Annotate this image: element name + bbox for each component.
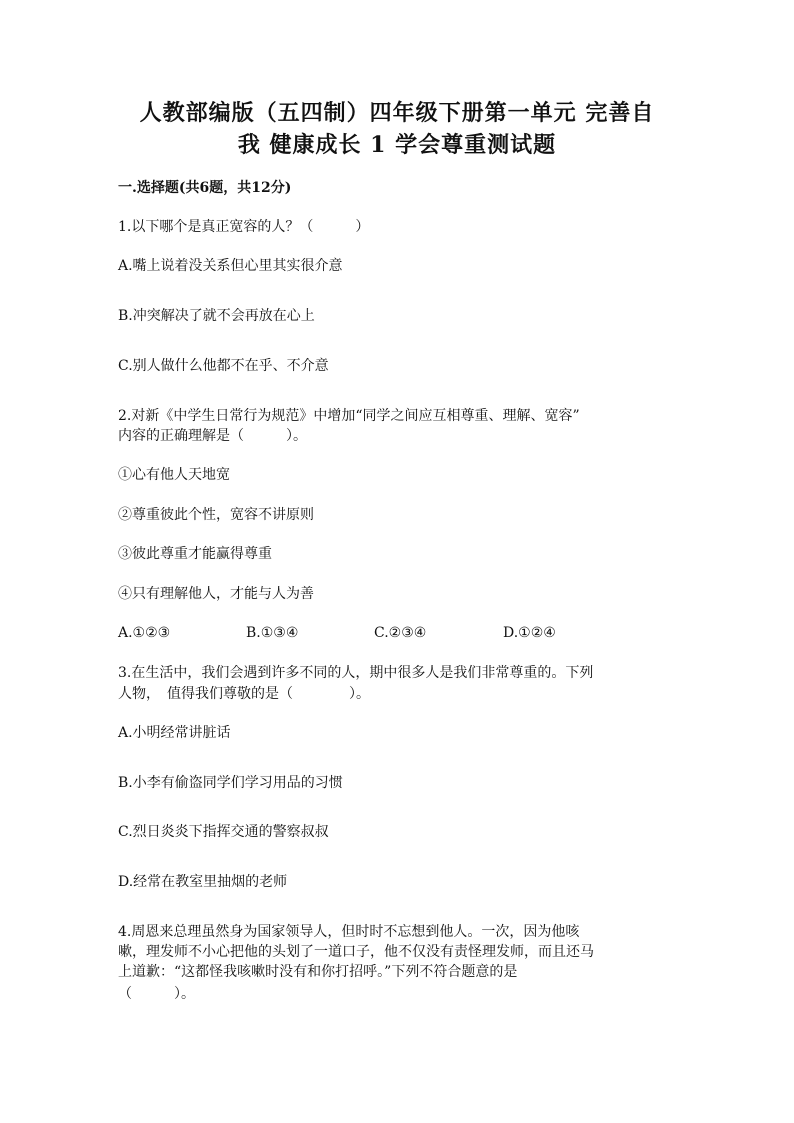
- question-3-stem-line-1: 3.在生活中，我们会遇到许多不同的人，期中很多人是我们非常尊重的。下列: [118, 665, 594, 681]
- question-2-statement-1: ①心有他人天地宽: [118, 467, 230, 483]
- question-2-option-b: B.①③④: [246, 625, 299, 641]
- document-title-line-2: 我 健康成长 1 学会尊重测试题: [237, 132, 557, 158]
- question-3-option-d: D.经常在教室里抽烟的老师: [118, 874, 288, 890]
- question-4-stem-line-3: 上道歉：“这都怪我咳嗽时没有和你打招呼。”下列不符合题意的是: [118, 964, 518, 980]
- section-heading: 一.选择题(共6题，共12分): [118, 180, 292, 196]
- question-4-stem-line-2: 嗽，理发师不小心把他的头划了一道口子，他不仅没有责怪理发师，而且还马: [118, 944, 594, 960]
- question-2-statement-4: ④只有理解他人，才能与人为善: [118, 586, 314, 602]
- question-2-statement-3: ③彼此尊重才能赢得尊重: [118, 546, 272, 562]
- question-3-option-a: A.小明经常讲脏话: [118, 725, 231, 741]
- question-3-option-b: B.小李有偷盗同学们学习用品的习惯: [118, 775, 343, 791]
- question-2-option-c: C.②③④: [374, 625, 427, 641]
- question-2-statement-2: ②尊重彼此个性，宽容不讲原则: [118, 507, 314, 523]
- question-4-stem-line-1: 4.周恩来总理虽然身为国家领导人，但时时不忘想到他人。一次，因为他咳: [118, 924, 580, 940]
- question-3-option-c: C.烈日炎炎下指挥交通的警察叔叔: [118, 824, 329, 840]
- question-3-stem-line-2: 人物， 值得我们尊敬的是（ ）。: [118, 686, 370, 702]
- question-2-stem-line-2: 内容的正确理解是（ ）。: [118, 428, 307, 444]
- question-1-option-b: B.冲突解决了就不会再放在心上: [118, 308, 315, 324]
- question-2-stem-line-1: 2.对新《中学生日常行为规范》中增加“同学之间应互相尊重、理解、宽容”: [118, 408, 580, 424]
- question-1-option-a: A.嘴上说着没关系但心里其实很介意: [118, 258, 343, 274]
- question-2-option-a: A.①②③: [118, 625, 171, 641]
- question-1-stem: 1.以下哪个是真正宽容的人？（ ）: [118, 219, 370, 235]
- question-4-stem-line-4: （ ）。: [118, 986, 195, 1002]
- document-title-line-1: 人教部编版（五四制）四年级下册第一单元 完善自: [139, 100, 655, 126]
- question-2-option-d: D.①②④: [503, 625, 556, 641]
- question-1-option-c: C.别人做什么他都不在乎、不介意: [118, 358, 329, 374]
